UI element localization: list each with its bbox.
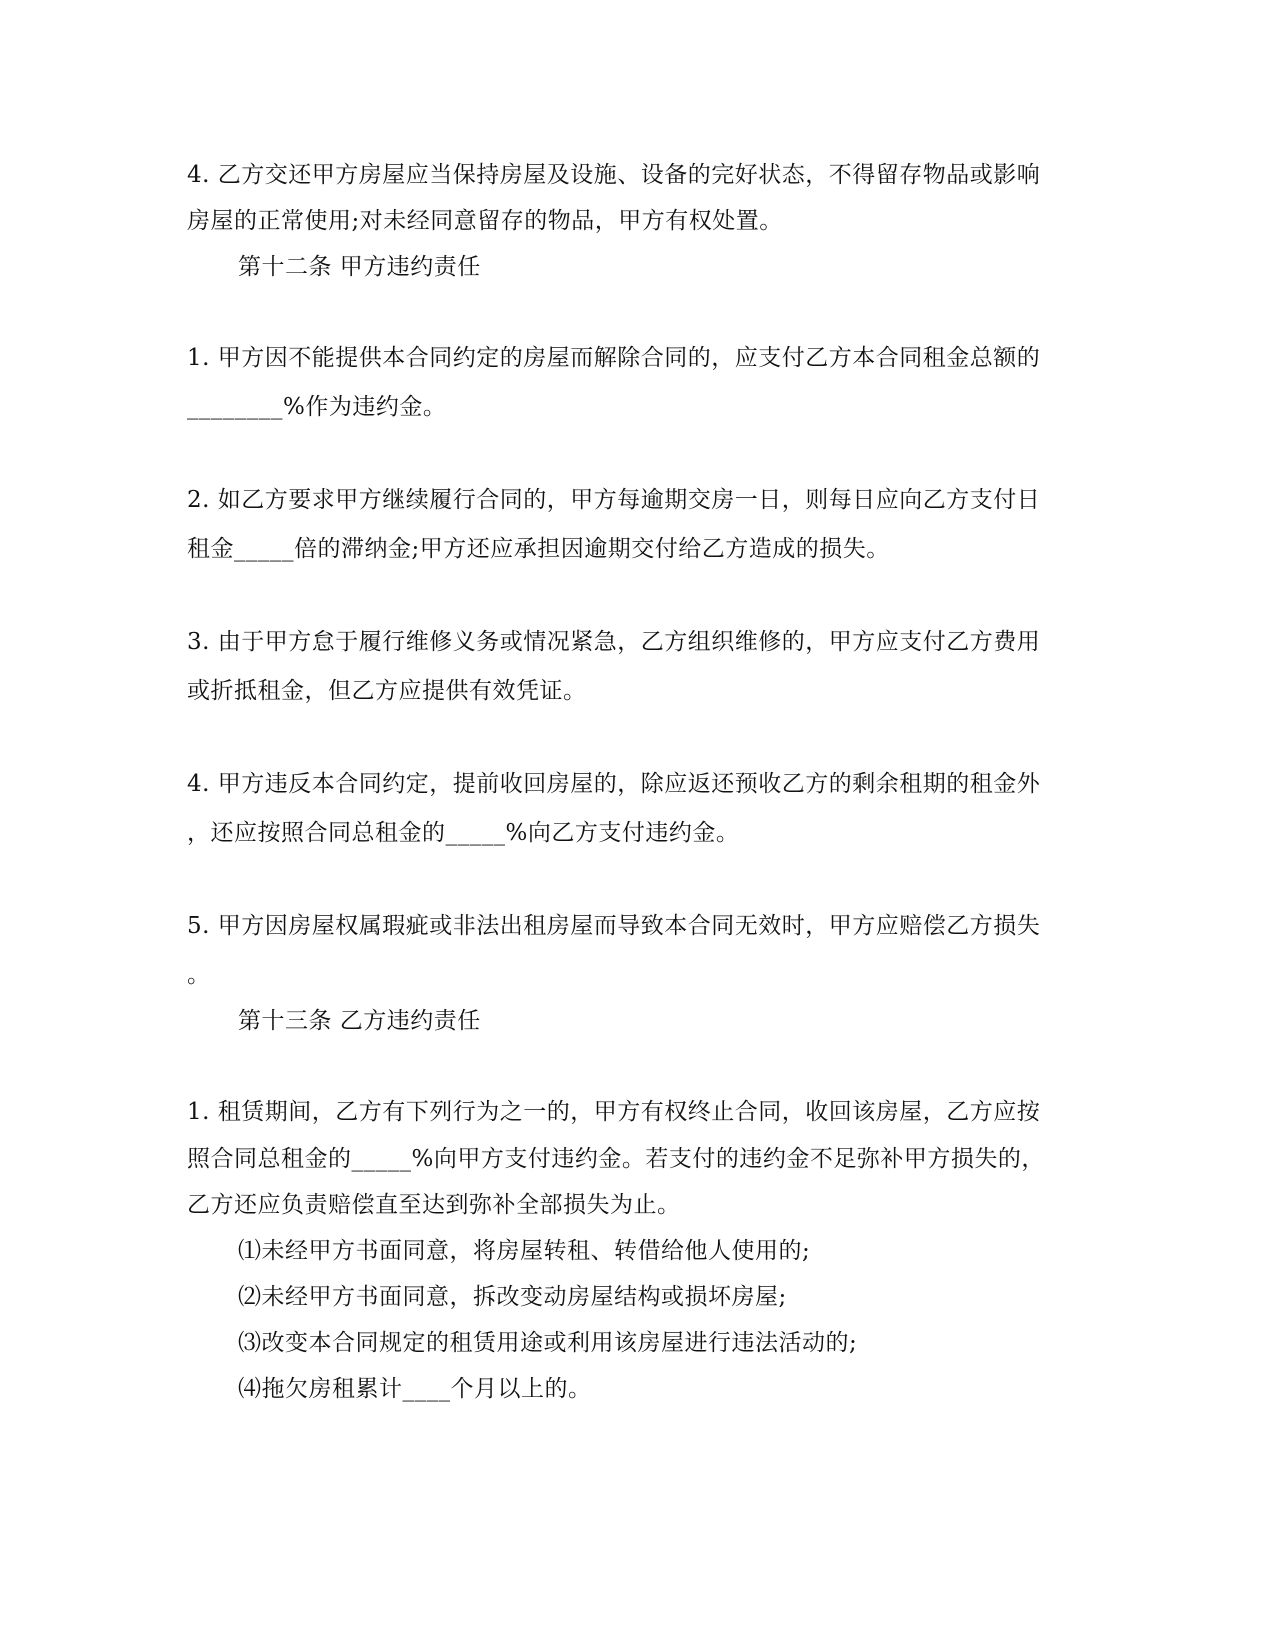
article-12-item-3-line-2: 或折抵租金，但乙方应提供有效凭证。 [187,678,587,704]
article-13-item-1-line-2: 照合同总租金的_____%向甲方支付违约金。若支付的违约金不足弥补甲方损失的， [187,1146,1045,1172]
article-13-heading: 第十三条 乙方违约责任 [238,1008,481,1034]
article-12-item-2-line-1: 2. 如乙方要求甲方继续履行合同的，甲方每逾期交房一日，则每日应向乙方支付日 [187,487,1041,513]
article-12-heading: 第十二条 甲方违约责任 [238,254,481,280]
article-12-item-5-line-1: 5. 甲方因房屋权属瑕疵或非法出租房屋而导致本合同无效时，甲方应赔偿乙方损失 [187,913,1041,939]
article-12-item-3-line-1: 3. 由于甲方怠于履行维修义务或情况紧急，乙方组织维修的，甲方应支付乙方费用 [187,629,1041,655]
article-12-item-2-line-2: 租金_____倍的滞纳金;甲方还应承担因逾期交付给乙方造成的损失。 [187,536,890,562]
article-13-item-1-line-3: 乙方还应负责赔偿直至达到弥补全部损失为止。 [187,1192,681,1218]
clause-11-item-4-line-2: 房屋的正常使用;对未经同意留存的物品，甲方有权处置。 [187,208,783,234]
article-13-subitem-3: ⑶改变本合同规定的租赁用途或利用该房屋进行违法活动的; [238,1330,858,1356]
article-12-item-1-line-1: 1. 甲方因不能提供本合同约定的房屋而解除合同的，应支付乙方本合同租金总额的 [187,345,1041,371]
article-13-subitem-4: ⑷拖欠房租累计____个月以上的。 [238,1376,592,1402]
clause-11-item-4-line-1: 4. 乙方交还甲方房屋应当保持房屋及设施、设备的完好状态，不得留存物品或影响 [187,162,1041,188]
article-13-item-1-line-1: 1. 租赁期间，乙方有下列行为之一的，甲方有权终止合同，收回该房屋，乙方应按 [187,1099,1041,1125]
article-12-item-1-line-2: ________%作为违约金。 [187,394,447,420]
article-13-subitem-2: ⑵未经甲方书面同意，拆改变动房屋结构或损坏房屋; [238,1284,787,1310]
article-12-item-5-line-2: 。 [187,962,211,988]
article-12-item-4-line-1: 4. 甲方违反本合同约定，提前收回房屋的，除应返还预收乙方的剩余租期的租金外 [187,771,1041,797]
article-13-subitem-1: ⑴未经甲方书面同意，将房屋转租、转借给他人使用的; [238,1238,811,1264]
article-12-item-4-line-2: ，还应按照合同总租金的_____%向乙方支付违约金。 [187,820,740,846]
